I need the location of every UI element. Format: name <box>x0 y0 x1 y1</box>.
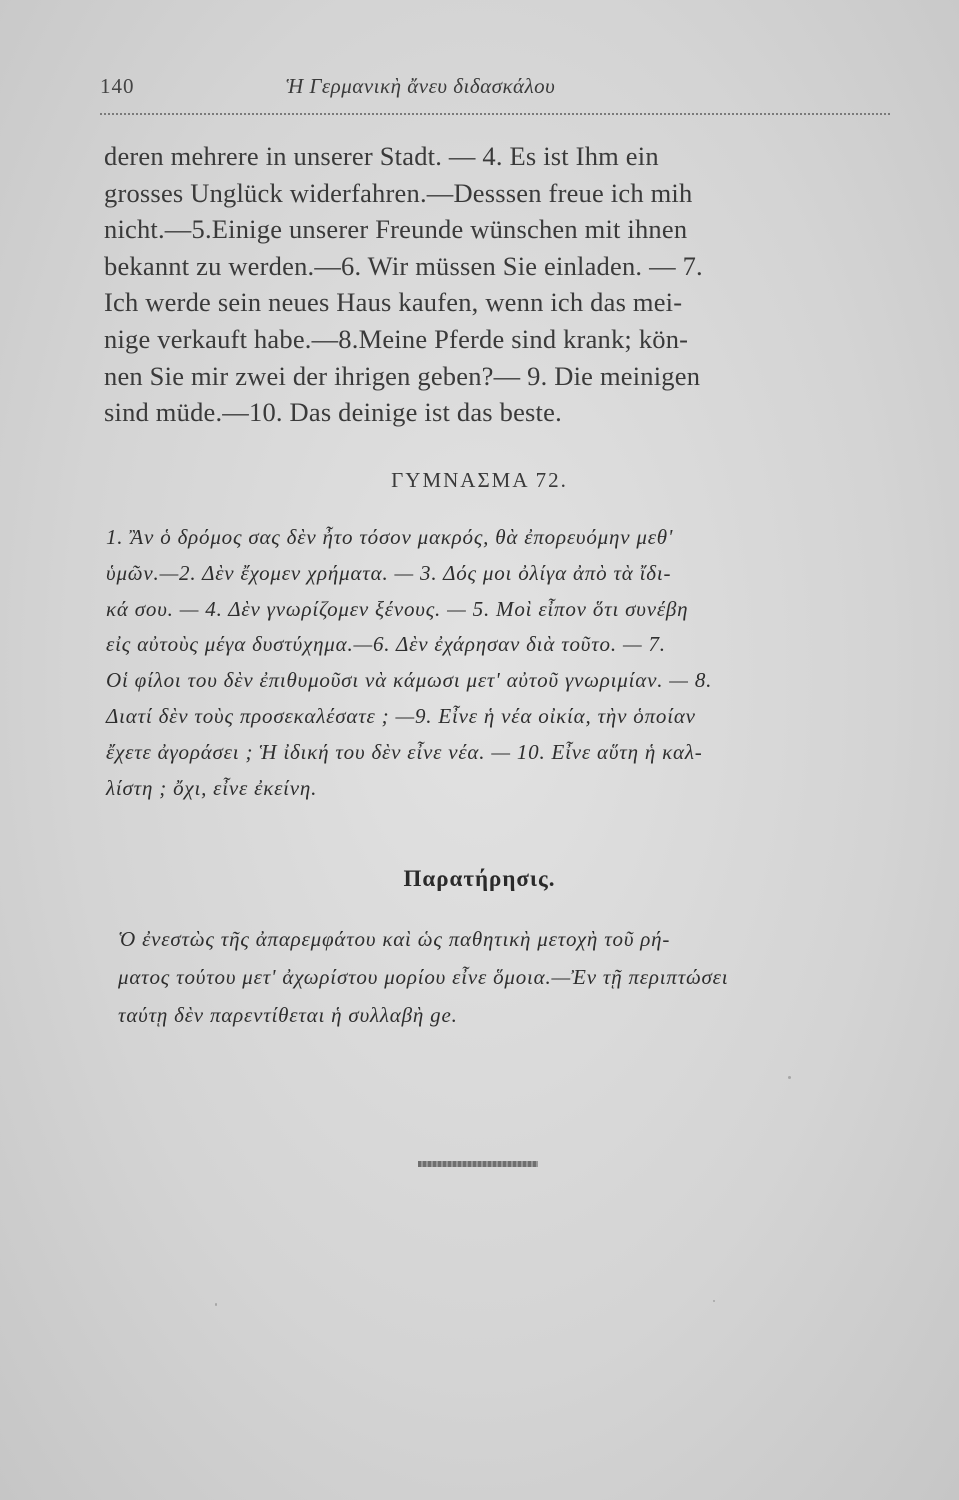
text-line: Οἱ φίλοι του δὲν ἐπιθυμοῦσι νὰ κάμωσι μετ' αὐτοῦ γνωριμίαν. — 8. <box>106 668 713 693</box>
running-header <box>100 74 890 104</box>
text-line: ταύτῃ δὲν παρεντίθεται ἡ συλλαβὴ ge. <box>118 1003 458 1027</box>
text-line: ἔχετε ἀγοράσει ; Ἡ ἰδική του δὲν εἶνε νέα. — 10. Εἶνε αὕτη ἡ καλ- <box>106 739 703 764</box>
text-line: ματος τούτου μετ' ἀχωρίστου μορίου εἶνε ὅμοια.—Ἐν τῇ περιπτώσει <box>118 965 729 989</box>
german-sentences <box>104 138 894 431</box>
header-rule <box>100 113 890 119</box>
text-line: nige verkauft habe.—8.Meine Pferde sind krank; kön- <box>104 323 689 354</box>
text-line: εἰς αὐτοὺς μέγα δυστύχημα.—6. Δὲν ἐχάρησαν διὰ τοῦτο. — 7. <box>106 632 666 657</box>
text-line: grosses Unglück widerfahren.—Desssen freue ich mih <box>104 177 693 208</box>
text-line: nen Sie mir zwei der ihrigen geben?— 9. Die meinigen <box>104 360 701 391</box>
text-line: Ὁ ἐνεστὼς τῆς ἀπαρεμφάτου καὶ ὡς παθητικὴ μετοχὴ τοῦ ρή- <box>118 927 671 951</box>
text-line: 1. Ἂν ὁ δρόμος σας δὲν ἦτο τόσον μακρός, θὰ ἐπορευόμην μεθ' <box>106 525 674 549</box>
text-line: bekannt zu werden.—6. Wir müssen Sie einladen. — 7. <box>104 250 703 281</box>
text-line: sind müde.—10. Das deinige ist das beste. <box>104 397 562 428</box>
exercise-heading: ΓΥΜΝΑΣΜΑ 72. <box>391 468 568 492</box>
paper-speck <box>215 1303 217 1306</box>
printer-ornament <box>418 1161 538 1167</box>
text-line: κά σου. — 4. Δὲν γνωρίζομεν ξένους. — 5. Μοὶ εἶπον ὅτι συνέβη <box>106 596 689 621</box>
text-line: Διατί δὲν τοὺς προσεκαλέσατε ; —9. Εἶνε ἡ νέα οἰκία, τὴν ὁποίαν <box>106 703 696 728</box>
text-line: ὑμῶν.—2. Δὲν ἔχομεν χρήματα. — 3. Δός μοι ὀλίγα ἀπὸ τὰ ἴδι- <box>106 560 672 585</box>
text-line: deren mehrere in unserer Stadt. — 4. Es ist Ihm ein <box>104 141 659 171</box>
text-line: λίστη ; ὄχι, εἶνε ἐκείνη. <box>106 775 318 800</box>
greek-exercise <box>106 520 900 806</box>
paper-speck <box>713 1300 715 1302</box>
text-line: nicht.—5.Einige unserer Freunde wünschen mit ihnen <box>104 214 688 245</box>
text-line: Ich werde sein neues Haus kaufen, wenn ich das mei- <box>104 287 683 318</box>
page-number: 140 <box>100 74 135 98</box>
observation-heading: Παρατήρησις. <box>403 866 556 891</box>
paper-speck <box>788 1076 791 1079</box>
running-title: Ἡ Γερμανικὴ ἄνευ διδασκάλου <box>286 74 556 98</box>
observation-text <box>118 920 898 1034</box>
